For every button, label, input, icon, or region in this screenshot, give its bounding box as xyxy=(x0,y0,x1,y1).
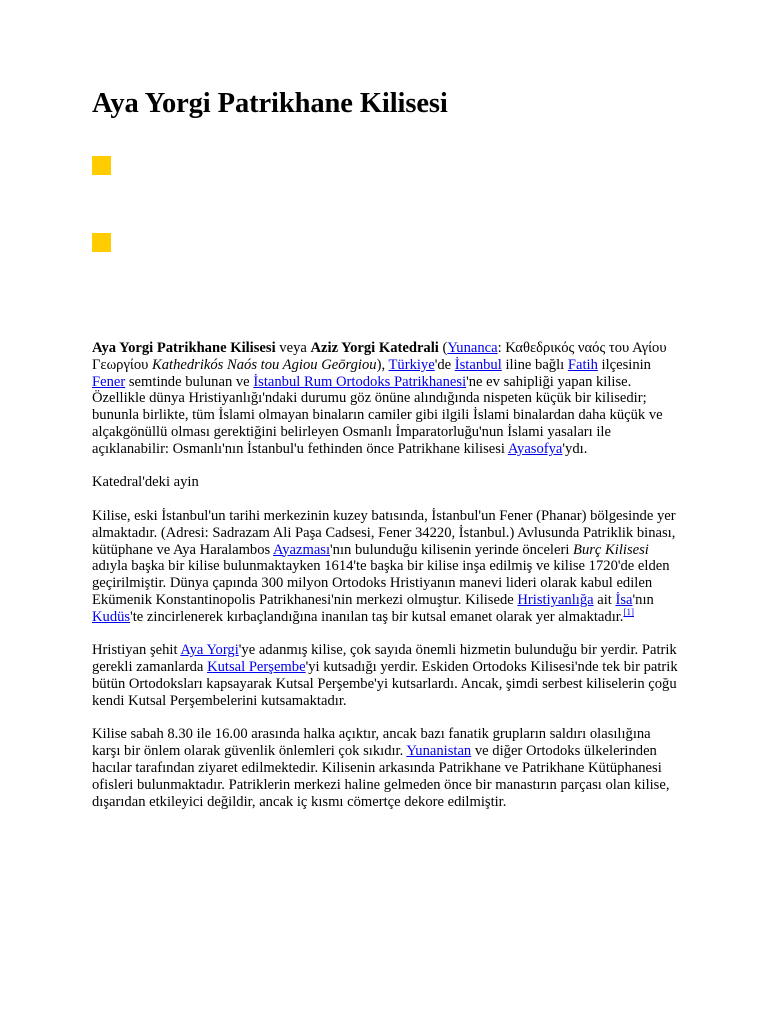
link-hristiyanliga[interactable]: Hristiyanlığa xyxy=(517,591,594,608)
text: 'ne ev sahipliği yapan kilise. Özellikle dünya Hristiyanlığı'ndaki durumu göz önüne alındığında nispeten küçük bir kilisedir; bununla birlikte, tüm İslami olmayan binaların camiler gibi ilgili İslami binalardan daha küçük ve alçakgönüllü olması gerektiğini belirleyen Osmanlı İmparatorluğu'nun İslami yasaları ile açıklanabilir: Osmanlı'nın İstanbul'u fethinden önce Patrikhane kilisesi xyxy=(92,373,663,457)
link-kudus[interactable]: Kudüs xyxy=(92,608,131,625)
link-turkiye[interactable]: Türkiye xyxy=(388,356,435,373)
paragraph-caption: Katedral'deki ayin xyxy=(92,474,199,491)
paragraph-intro xyxy=(92,340,682,458)
image-placeholder-1 xyxy=(92,156,111,175)
text: : Καθεδρικός ναός του Αγίου Γεωργίου xyxy=(92,340,667,373)
bold-term-title: Aya Yorgi Patrikhane Kilisesi xyxy=(92,340,276,356)
link-kutsal-persembe[interactable]: Kutsal Perşembe xyxy=(207,659,306,676)
bold-term-alt: Aziz Yorgi Katedrali xyxy=(310,340,439,356)
text: ait xyxy=(593,591,616,608)
link-yunanca[interactable]: Yunanca xyxy=(447,340,498,356)
paragraph-services xyxy=(92,642,682,709)
link-patrikhane[interactable]: İstanbul Rum Ortodoks Patrikhanesi xyxy=(253,373,467,390)
text: 'nın bulunduğu kilisenin yerinde önceleri xyxy=(330,541,574,558)
link-ayazma[interactable]: Ayazması xyxy=(273,541,331,558)
reference-link-1[interactable]: [1] xyxy=(623,606,634,617)
text: 'te zincirlenerek kırbaçlandığına inanılan taş bir kutsal emanet olarak yer almaktadır. xyxy=(130,608,624,625)
text: 'de xyxy=(434,356,455,373)
link-fatih[interactable]: Fatih xyxy=(567,356,598,373)
link-aya-yorgi[interactable]: Aya Yorgi xyxy=(180,642,239,659)
text: adıyla başka bir kilise bulunmaktayken 1614'te başka bir kilise inşa edilmiş ve kilise 1720'de elden geçirilmiştir. Dünya çapında 300 milyon Ortodoks Hristiyanın manevi lideri olarak kabul edilen Ekümenik Konstantinopolis Patrikhanesi'nin merkezi olmuştur. Kilisede xyxy=(92,558,670,608)
italic-burc-kilisesi: Burç Kilisesi xyxy=(573,541,649,558)
link-istanbul[interactable]: İstanbul xyxy=(454,356,502,373)
text: 'yi kutsadığı yerdir. Eskiden Ortodoks Kilisesi'nde tek bir patrik bütün Ortodoksları kapsayarak Kutsal Perşembe'yi kutsarlardı. Ancak, şimdi serbest kiliselerin çoğu kendi Kutsal Perşembelerini kutsamaktadır. xyxy=(92,659,678,709)
link-fener[interactable]: Fener xyxy=(92,373,126,390)
page-title: Aya Yorgi Patrikhane Kilisesi xyxy=(92,88,448,119)
text: ), xyxy=(376,356,389,373)
text: veya xyxy=(275,340,311,356)
text: 'ye adanmış kilise, çok sayıda önemli hizmetin bulunduğu bir yerdir. Patrik gerekli zamanlarda xyxy=(92,642,677,676)
text: semtinde bulunan ve xyxy=(125,373,254,390)
text: Kilise, eski İstanbul'un tarihi merkezinin kuzey batısında, İstanbul'un Fener (Phanar) bölgesinde yer almaktadır. (Adresi: Sadrazam Ali Paşa Cadsesi, Fener 34220, İstanbul.) Avlusunda Patriklik binası, kütüphane ve Aya Haralambos xyxy=(92,507,676,558)
text: iline bağlı xyxy=(501,356,568,373)
paragraph-visiting xyxy=(92,726,682,810)
image-placeholder-2 xyxy=(92,233,111,252)
link-isa[interactable]: İsa xyxy=(615,591,633,608)
text: Kilise sabah 8.30 ile 16.00 arasında halka açıktır, ancak bazı fanatik grupların saldırı olasılığına karşı bir önlem olarak güvenlik önlemleri çok sıkıdır. xyxy=(92,726,651,760)
italic-transliteration: Kathedrikós Naós tou Agiou Geōrgiou xyxy=(152,356,377,373)
article-body xyxy=(92,340,682,827)
text: 'nın xyxy=(632,591,654,608)
text: Hristiyan şehit xyxy=(92,642,181,659)
link-yunanistan[interactable]: Yunanistan xyxy=(406,743,472,760)
text: ( xyxy=(438,340,448,356)
text: 'ydı. xyxy=(562,440,588,457)
text: ilçesinin xyxy=(597,356,651,373)
link-ayasofya[interactable]: Ayasofya xyxy=(507,440,563,457)
paragraph-location xyxy=(92,508,682,626)
text: ve diğer Ortodoks ülkelerinden hacılar tarafından ziyaret edilmektedir. Kilisenin arkasında Patrikhane ve Patrikhane Kütüphanesi ofisleri bulunmaktadır. Patriklerin merkezi haline gelmeden önce bir manastırın parçası olan kilise, dışarıdan etkileyici değildir, ancak iç kısmı cömertçe dekore edilmiştir. xyxy=(92,743,670,810)
